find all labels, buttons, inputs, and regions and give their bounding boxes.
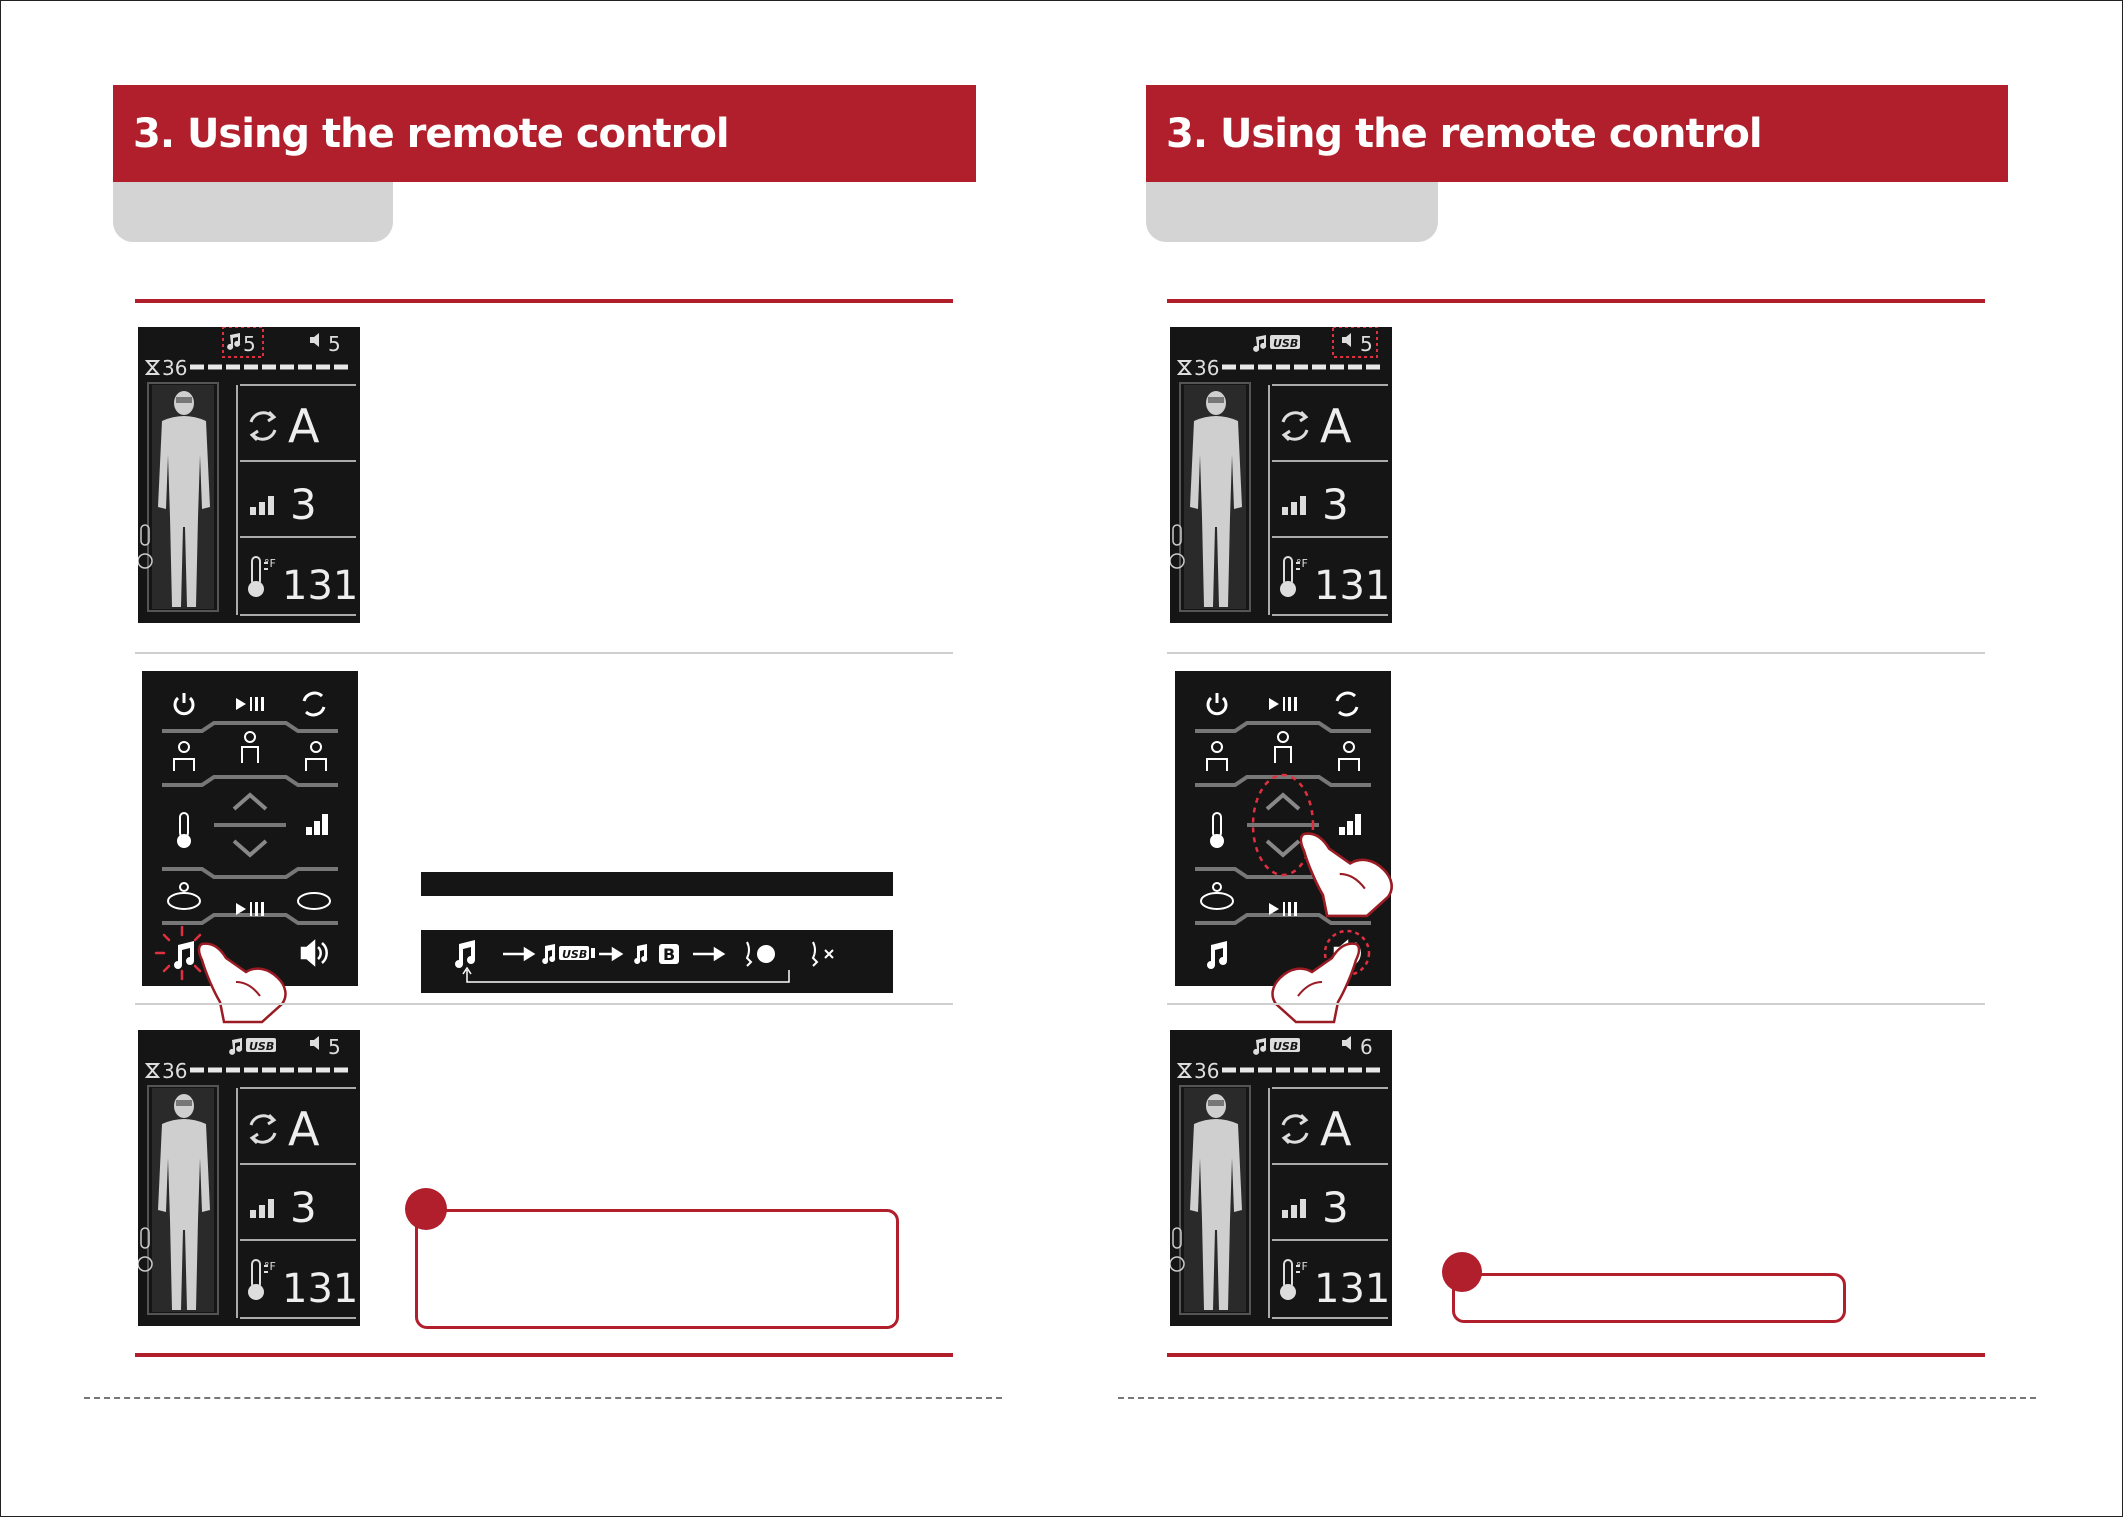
music-note-icon [455, 940, 475, 968]
usb-label: USB [249, 1040, 275, 1053]
pointing-hand-icon [1300, 830, 1400, 930]
top-rule [135, 299, 953, 303]
lcd-display [1170, 327, 1392, 623]
voice-icon [747, 942, 774, 966]
music-note-icon [542, 944, 555, 964]
page-footer-line [1118, 1397, 2036, 1399]
lcd-screen-art [138, 1030, 360, 1326]
temp-unit: °F [264, 557, 276, 570]
row-divider [135, 652, 953, 654]
section-header [1146, 85, 2008, 182]
mute-voice-icon [813, 942, 833, 966]
temp-value: 131 [282, 1266, 359, 1312]
row-divider [1167, 1003, 1985, 1005]
usb-label: USB [1273, 1040, 1299, 1053]
lcd-display [1170, 1030, 1392, 1326]
mode-value: A [1320, 399, 1352, 453]
section-header [113, 85, 976, 182]
usb-label: USB [562, 948, 588, 961]
timer-value: 36 [1194, 356, 1220, 380]
page-footer-line [84, 1397, 1002, 1399]
level-value: 3 [290, 1183, 317, 1232]
music-level-value: 5 [243, 332, 256, 356]
mode-value: A [1320, 1102, 1352, 1156]
section-subtab [113, 182, 393, 242]
lcd-screen-art [1170, 327, 1392, 623]
lcd-display [138, 327, 360, 623]
bottom-rule [1167, 1353, 1985, 1357]
note-marker [1442, 1252, 1482, 1292]
volume-value: 5 [1360, 332, 1373, 356]
b-label: B [663, 945, 676, 964]
music-source-sequence [421, 872, 893, 993]
temp-value: 131 [282, 563, 359, 609]
temp-value: 131 [1314, 1266, 1391, 1312]
mode-value: A [288, 399, 320, 453]
pointing-hand-icon [1232, 938, 1362, 1038]
pointing-hand-icon [190, 936, 310, 1036]
lcd-screen-art [1170, 1030, 1392, 1326]
row-divider [1167, 652, 1985, 654]
level-value: 3 [1322, 1183, 1349, 1232]
lcd-display [138, 1030, 360, 1326]
section-title: 3. Using the remote control [1166, 111, 1762, 157]
mode-value: A [288, 1102, 320, 1156]
temp-value: 131 [1314, 563, 1391, 609]
bottom-rule [135, 1353, 953, 1357]
timer-value: 36 [162, 356, 188, 380]
music-note-icon [634, 944, 647, 964]
level-value: 3 [1322, 480, 1349, 529]
volume-value: 5 [328, 1035, 341, 1059]
timer-value: 36 [162, 1059, 188, 1083]
top-rule [1167, 299, 1985, 303]
timer-value: 36 [1194, 1059, 1220, 1083]
volume-value: 6 [1360, 1035, 1373, 1059]
note-box [1452, 1273, 1846, 1323]
sequence-art [421, 872, 893, 993]
temp-unit: °F [264, 1260, 276, 1273]
temp-unit: °F [1296, 557, 1308, 570]
temp-unit: °F [1296, 1260, 1308, 1273]
lcd-screen-art [138, 327, 360, 623]
level-value: 3 [290, 480, 317, 529]
usb-label: USB [1273, 337, 1299, 350]
volume-value: 5 [328, 332, 341, 356]
section-subtab [1146, 182, 1438, 242]
note-marker [405, 1188, 447, 1230]
row-divider [135, 1003, 953, 1005]
section-title: 3. Using the remote control [133, 111, 729, 157]
note-box [415, 1209, 899, 1329]
